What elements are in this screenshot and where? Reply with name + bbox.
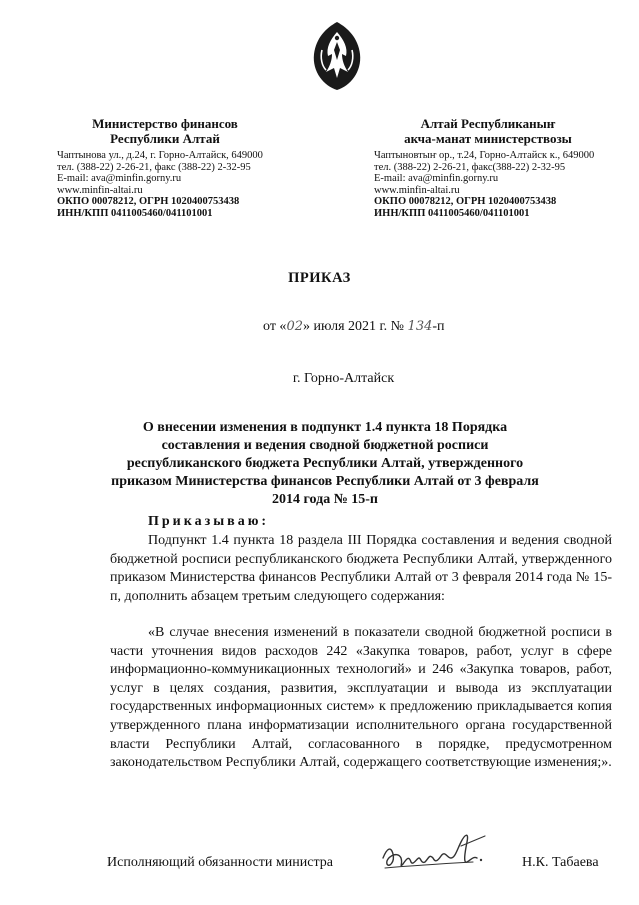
number-suffix: -п: [432, 319, 445, 334]
phone-alt: тел. (388-22) 2-26-21, факс(388-22) 2-32-95: [374, 161, 566, 173]
address-ru: Чаптынова ул., д.24, г. Горно-Алтайск, 649000: [57, 150, 263, 161]
ministry-name-alt: [358, 116, 618, 146]
website-alt: www.minfin-altai.ru: [374, 184, 460, 196]
ministry-name-ru-line2: Республики Алтай: [110, 131, 220, 146]
ministry-name-ru-line1: Министерство финансов: [92, 116, 238, 131]
phone-ru: тел. (388-22) 2-26-21, факс (388-22) 2-32-95: [57, 161, 251, 173]
ministry-contacts-ru: [57, 150, 263, 220]
document-date: [263, 319, 445, 335]
document-city: г. Горно-Алтайск: [292, 371, 395, 386]
website-ru: www.minfin-altai.ru: [57, 184, 143, 196]
ministry-name-alt-line2: акча-манат министерствозы: [404, 131, 572, 146]
body-paragraph-1: Подпункт 1.4 пункта 18 раздела III Порядка составления и ведения сводной бюджетной росписи республиканского бюджета Республики Алтай, утвержденного приказом Министерства финансов Республики Алтай от 3 февраля 2014 года № 15-п, дополнить абзацем третьим следующего содержания:: [110, 533, 612, 604]
date-day: 02: [286, 319, 303, 334]
signatory-position: Исполняющий обязанности министра: [107, 855, 333, 870]
email-ru: E-mail: ava@minfin.gorny.ru: [57, 173, 182, 185]
body-paragraph-2: «В случае внесения изменений в показатели сводной бюджетной росписи в части уточнения видов расходов 242 «Закупка товаров, работ, услуг в сфере информационно-коммуникационных технологий» и 246 «Закупка товаров, работ, услуг в целях создания, развития, эксплуатации и вывода из эксплуатации государственных информационных систем» к предложению прикладывается копия утвержденного плана информатизации исполнительного органа государственной власти Республики Алтай, согласованного в порядке, предусмотренном законодательством Республики Алтай, содержащего соответствующие изменения;».: [110, 625, 612, 771]
inn-ru: ИНН/КПП 0411005460/041101001: [57, 207, 213, 219]
document-number: 134: [407, 319, 433, 334]
date-middle: » июля 2021 г. №: [302, 319, 408, 334]
ministry-contacts-alt: [374, 150, 594, 220]
date-prefix: от «: [263, 319, 287, 334]
email-alt: E-mail: ava@minfin.gorny.ru: [374, 173, 499, 185]
document-subject: О внесении изменения в подпункт 1.4 пункта 18 Порядка составления и ведения сводной бюджетной росписи республиканского бюджета Республики Алтай, утвержденного приказом Министерства финансов Республики Алтай от 3 февраля 2014 года № 15-п: [111, 420, 539, 507]
inn-alt: ИНН/КПП 0411005460/041101001: [374, 207, 530, 219]
okpo-ru: ОКПО 00078212, ОГРН 1020400753438: [57, 196, 240, 208]
address-alt: Чаптыновтыҥ ор., т.24, Горно-Алтайск к., 649000: [374, 150, 595, 161]
order-word: Приказываю:: [148, 514, 270, 529]
ministry-name-ru: [60, 116, 270, 146]
coat-of-arms-icon: [308, 20, 366, 92]
handwritten-signature-icon: [377, 828, 495, 878]
signatory-name: Н.К. Табаева: [522, 855, 599, 870]
ministry-name-alt-line1: Алтай Республиканыҥ: [420, 116, 556, 131]
document-type: ПРИКАЗ: [288, 270, 351, 286]
okpo-alt: ОКПО 00078212, ОГРН 1020400753438: [374, 196, 557, 208]
